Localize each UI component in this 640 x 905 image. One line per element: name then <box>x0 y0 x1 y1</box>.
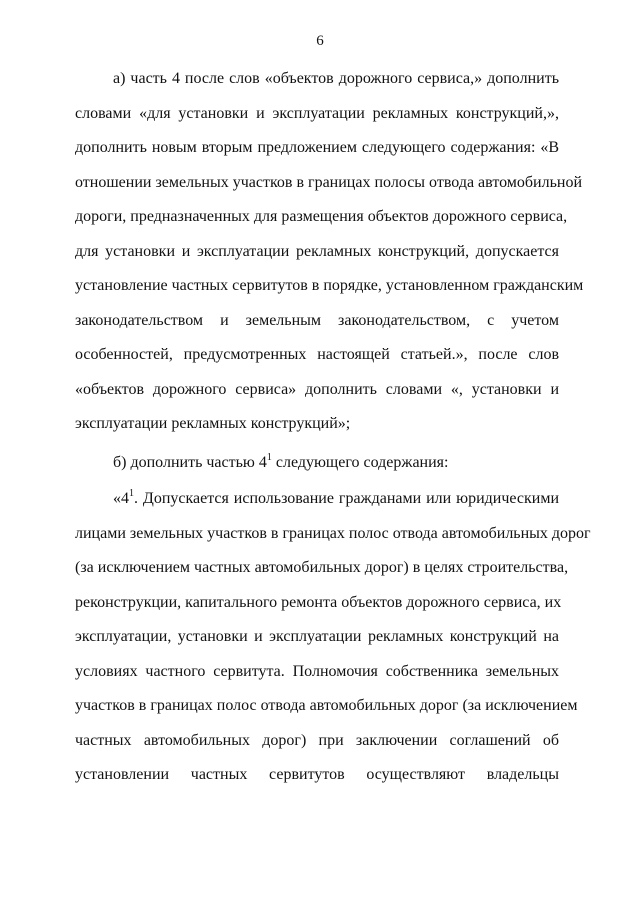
text-line: дополнить новым вторым предложением следующего содержания: «В <box>75 139 559 156</box>
text-line <box>75 482 559 517</box>
paragraph-c <box>75 482 591 793</box>
text-line: законодательством и земельным законодательством, с учетом <box>75 311 559 329</box>
text-line: эксплуатации, установки и эксплуатации рекламных конструкций на <box>75 628 559 645</box>
text-line: реконструкции, капитального ремонта объектов дорожного сервиса, их <box>75 593 562 611</box>
text-line: для установки и эксплуатации рекламных конструкций, допускается <box>75 242 559 260</box>
text-line: словами «для установки и эксплуатации рекламных конструкций,», <box>75 104 559 122</box>
text-line <box>75 446 559 481</box>
paragraph-b <box>75 446 559 481</box>
text-fragment: «4 <box>113 490 129 507</box>
page-number: 6 <box>316 33 324 49</box>
text-fragment: б) дополнить частью 4 <box>113 454 267 471</box>
text-fragment: . Допускается использование гражданами или юридическими <box>134 490 559 507</box>
text-line: условиях частного сервитута. Полномочия собственника земельных <box>75 662 559 680</box>
text-line: установление частных сервитутов в порядке, установленном гражданским <box>75 277 584 294</box>
text-line: частных автомобильных дорог) при заключении соглашений об <box>75 731 559 749</box>
text-line: отношении земельных участков в границах полосы отвода автомобильной <box>75 173 583 191</box>
text-line: эксплуатации рекламных конструкций»; <box>75 415 351 432</box>
text-line: «объектов дорожного сервиса» дополнить словами «, установки и <box>75 380 559 398</box>
text-fragment: следующего содержания: <box>271 454 449 471</box>
paragraph-a <box>75 62 584 442</box>
text-line: дороги, предназначенных для размещения объектов дорожного сервиса, <box>75 208 568 225</box>
text-line: особенностей, предусмотренных настоящей статьей.», после слов <box>75 346 559 363</box>
superscript: 1 <box>266 452 272 463</box>
text-line: установлении частных сервитутов осуществляют владельцы <box>75 766 559 783</box>
text-line: участков в границах полос отвода автомобильных дорог (за исключением <box>75 697 578 714</box>
text-line: а) часть 4 после слов «объектов дорожного сервиса,» дополнить <box>113 70 559 87</box>
superscript: 1 <box>129 488 134 499</box>
text-line: (за исключением частных автомобильных дорог) в целях строительства, <box>75 559 569 576</box>
text-line: лицами земельных участков в границах полос отвода автомобильных дорог <box>75 524 591 542</box>
